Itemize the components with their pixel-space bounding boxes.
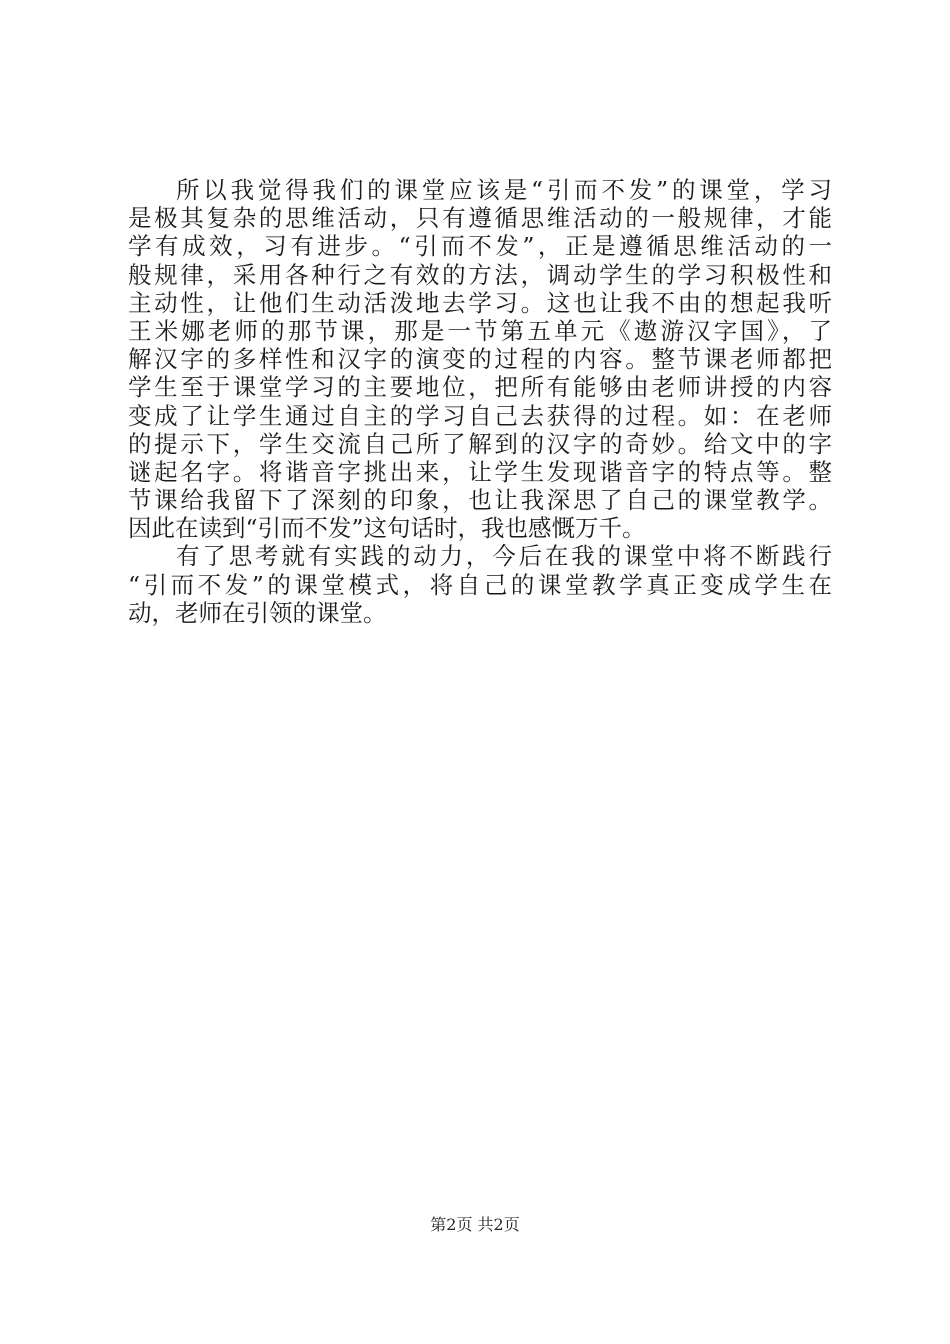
paragraph-line: 所以我觉得我们的课堂应该是“引而不发”的课堂，学习 (176, 176, 832, 204)
page-number-label: 第2页 共2页 (430, 1215, 520, 1234)
page-footer (0, 1215, 950, 1235)
paragraph-line: 解汉字的多样性和汉字的演变的过程的内容。整节课老师都把 (128, 345, 832, 374)
paragraph-line: 因此在读到“引而不发”这句话时，我也感慨万千。 (128, 514, 646, 543)
paragraph-line: 变成了让学生通过自主的学习自己去获得的过程。如：在老师 (128, 401, 832, 430)
paragraph-line: 有了思考就有实践的动力，今后在我的课堂中将不断践行 (176, 542, 832, 571)
paragraph-line: 学生至于课堂学习的主要地位，把所有能够由老师讲授的内容 (128, 373, 832, 402)
paragraph-line: 节课给我留下了深刻的印象，也让我深思了自己的课堂教学。 (128, 486, 832, 515)
paragraph-line: 学有成效，习有进步。“引而不发”，正是遵循思维活动的一 (128, 232, 832, 261)
paragraph-line: 王米娜老师的那节课，那是一节第五单元《遨游汉字国》，了 (128, 316, 832, 345)
paragraph-line: 是极其复杂的思维活动，只有遵循思维活动的一般规律，才能 (128, 204, 832, 233)
paragraph-line: 的提示下，学生交流自己所了解到的汉字的奇妙。给文中的字 (128, 429, 832, 458)
paragraph-line: 动，老师在引领的课堂。 (128, 598, 387, 627)
paragraph-1 (128, 176, 832, 542)
paragraph-line: 谜起名字。将谐音字挑出来，让学生发现谐音字的特点等。整 (128, 457, 832, 486)
paragraph-line: 般规律，采用各种行之有效的方法，调动学生的学习积极性和 (128, 260, 832, 289)
paragraph-line: “引而不发”的课堂模式，将自己的课堂教学真正变成学生在 (128, 570, 832, 599)
paragraph-2 (128, 542, 832, 627)
body-text (128, 176, 832, 627)
paragraph-line: 主动性，让他们生动活泼地去学习。这也让我不由的想起我听 (128, 288, 832, 317)
